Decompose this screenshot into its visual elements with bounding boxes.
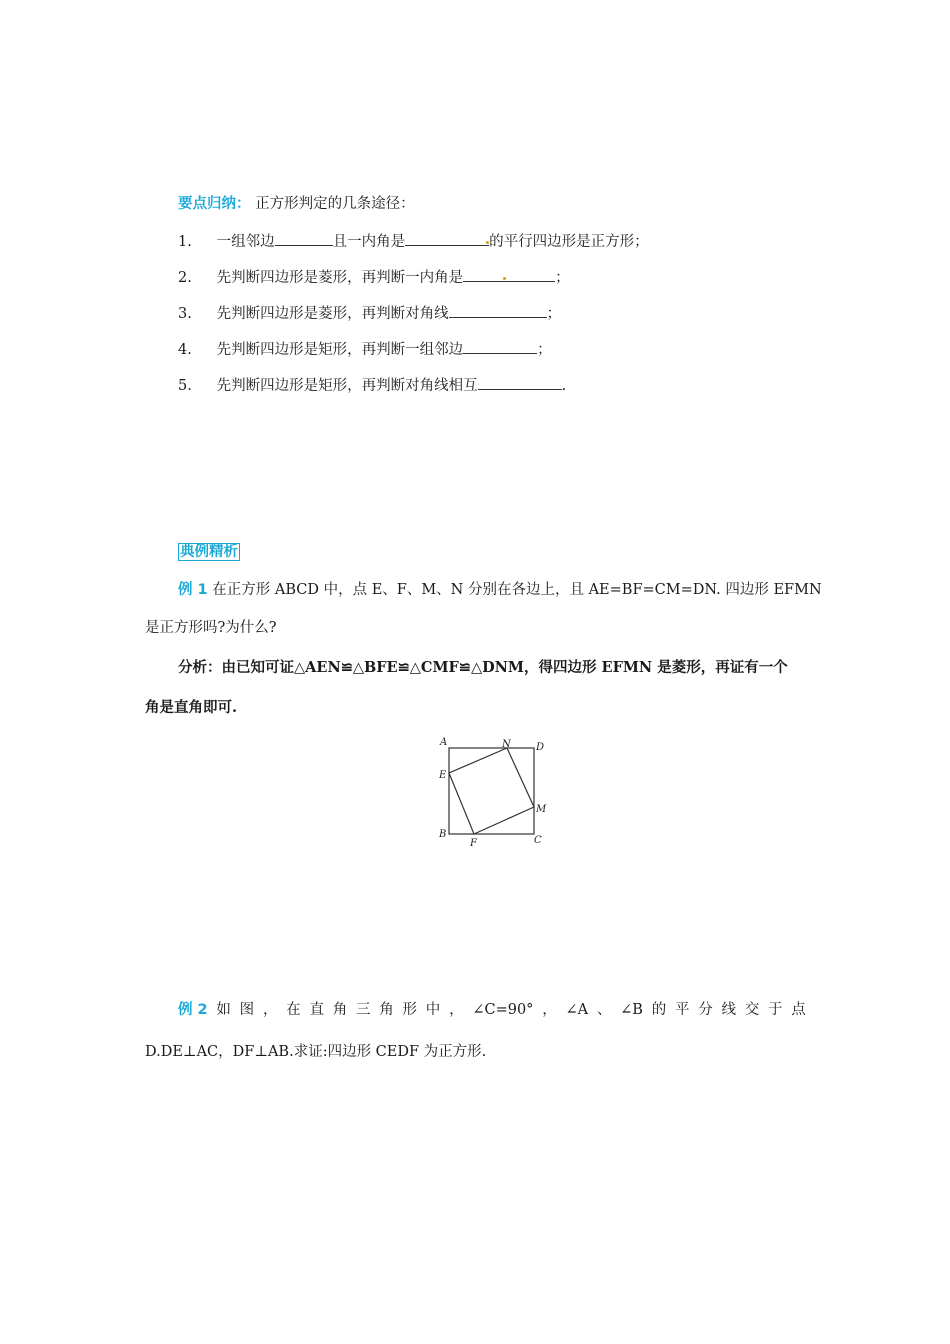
example2-word: ， — [262, 1002, 278, 1018]
example2-word: 交 — [744, 1002, 760, 1018]
example2-word: ， — [542, 1002, 557, 1018]
answer-blank[interactable] — [275, 230, 333, 246]
example2-word: ∠A — [565, 1002, 589, 1018]
label-e: E — [439, 770, 447, 781]
item-number: 2. — [178, 270, 192, 286]
example2-word: 图 — [239, 1002, 255, 1018]
square-abcd — [449, 748, 534, 834]
example2-word: 角 — [332, 1002, 348, 1018]
example1-analysis-cont — [145, 698, 237, 718]
item-text: 先判断四边形是菱形，再判断一内角是 — [216, 270, 464, 286]
answer-blank[interactable] — [463, 338, 537, 354]
example2-word: 角 — [379, 1002, 394, 1018]
answer-blank[interactable] — [463, 266, 555, 282]
analysis-text-cont: 角是直角即可. — [145, 699, 238, 716]
label-m: M — [536, 804, 547, 815]
key-point-item-5 — [178, 374, 566, 396]
item-number: 3. — [178, 306, 192, 322]
item-text: 一组邻边 — [216, 234, 275, 250]
square-figure — [430, 733, 555, 853]
item-text: 且一内角是 — [332, 234, 406, 250]
item-text: ； — [537, 342, 552, 358]
key-points-label: 要点归纳： — [178, 196, 251, 212]
marker-dot — [503, 277, 506, 280]
label-a: A — [440, 737, 448, 748]
example2-word: 形 — [402, 1002, 418, 1018]
example2-word: 于 — [768, 1002, 783, 1018]
example1-text-cont: 是正方形吗?为什么? — [145, 620, 277, 636]
label-d: D — [536, 742, 545, 753]
example2-word: ∠B — [620, 1002, 643, 1018]
examples-heading-label: 典例精析 — [180, 544, 238, 560]
example2-label: 例 2 — [178, 1002, 208, 1018]
example2-text-cont: D.DE⊥AC，DF⊥AB.求证:四边形 CEDF 为正方形. — [145, 1044, 487, 1060]
example2-word: ∠C=90° — [472, 1002, 534, 1018]
analysis-text: 分析：由已知可证△AEN≌△BFE≌△CMF≌△DNM，得四边形 EFMN 是菱形，再证有一个 — [178, 659, 788, 676]
example2-word: 中 — [425, 1002, 441, 1018]
key-point-item-2 — [178, 266, 570, 288]
example1-line1 — [178, 580, 822, 600]
example2-word: 三 — [356, 1002, 371, 1018]
example2-word: 点 — [791, 1002, 806, 1018]
example1-text: 在正方形 ABCD 中，点 E、F、M、N 分别在各边上，且 AE=BF=CM=DN. 四边形 EFMN — [212, 582, 822, 598]
square-efmn — [449, 748, 534, 834]
key-point-item-3 — [178, 302, 561, 324]
examples-heading — [178, 542, 240, 562]
example1-line2 — [145, 618, 277, 638]
example2-word: 直 — [309, 1002, 324, 1018]
label-n: N — [502, 739, 511, 750]
item-text: ； — [555, 270, 570, 286]
example2-word: 、 — [596, 1002, 612, 1018]
key-point-item-4 — [178, 338, 552, 360]
label-f: F — [470, 838, 477, 849]
example2-word: 分 — [698, 1002, 713, 1018]
example2-line1 — [178, 1000, 806, 1020]
item-text: 先判断四边形是矩形，再判断一组邻边 — [216, 342, 464, 358]
example2-word: 的 — [651, 1002, 667, 1018]
key-points-header — [178, 194, 415, 214]
item-text: 先判断四边形是菱形，再判断对角线 — [216, 306, 449, 322]
item-number: 1. — [178, 234, 192, 250]
label-c: C — [534, 835, 542, 846]
item-number: 5. — [178, 378, 192, 394]
item-number: 4. — [178, 342, 192, 358]
answer-blank[interactable] — [449, 302, 547, 318]
item-text: 的平行四边形是正方形； — [489, 234, 649, 250]
item-text: 先判断四边形是矩形，再判断对角线相互 — [216, 378, 478, 394]
example1-label: 例 1 — [178, 582, 208, 598]
key-point-item-1 — [178, 230, 649, 252]
example2-line2 — [145, 1042, 486, 1062]
item-text: ； — [546, 306, 562, 322]
item-text: . — [561, 378, 567, 394]
example1-analysis — [178, 658, 788, 678]
label-b: B — [439, 829, 447, 840]
answer-blank[interactable] — [478, 374, 562, 390]
key-points-intro: 正方形判定的几条途径： — [255, 196, 415, 212]
example2-word: 如 — [216, 1002, 231, 1018]
answer-blank[interactable] — [405, 230, 489, 246]
example2-word: 平 — [674, 1002, 690, 1018]
marker-dot — [486, 241, 489, 244]
example2-word: 在 — [286, 1002, 301, 1018]
example2-word: ， — [449, 1002, 464, 1018]
example2-word: 线 — [721, 1002, 736, 1018]
